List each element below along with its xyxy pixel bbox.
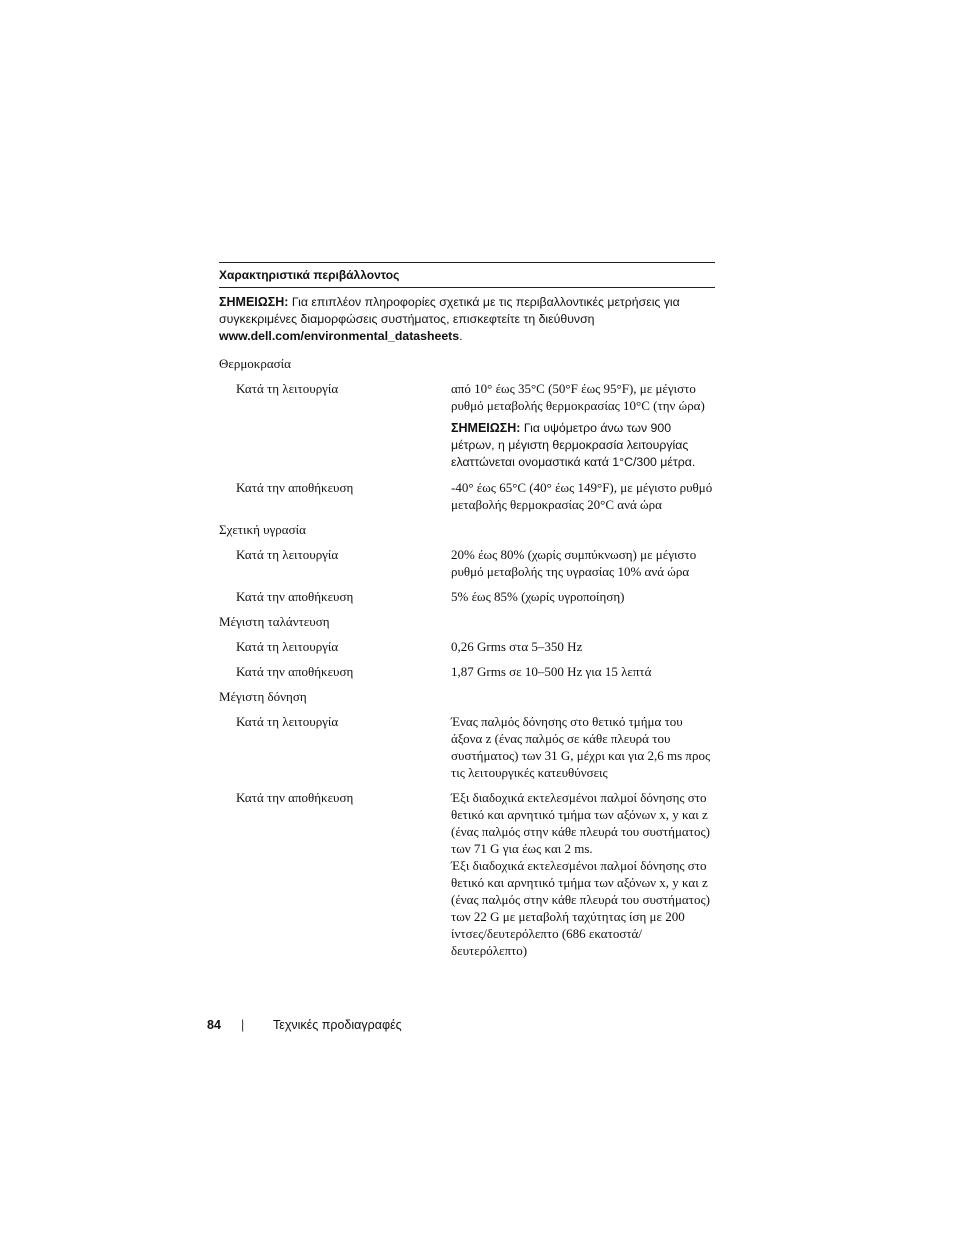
vibration-operating-value: 0,26 Grms στα 5–350 Hz (451, 639, 583, 654)
row-label: Κατά την αποθήκευση (236, 480, 354, 495)
row-value (451, 380, 715, 471)
shock-operating-row (219, 713, 715, 781)
humidity-storage-row (219, 588, 715, 605)
shock-storage-value-2: Έξι διαδοχικά εκτελεσμένοι παλμοί δόνησης στο θετικό και αρνητικό τμήμα των αξόνων x, y και z (ένας παλμός στην κάθε πλευρά του συστήματος) των 22 G με μεταβολή ταχύτητας ίση με 200 ίντσες/δευτερόλεπτο (686 εκατοστά/δευτερόλεπτο) (451, 858, 710, 958)
row-label: Κατά τη λειτουργία (236, 714, 339, 729)
note-keyword: ΣΗΜΕΙΩΣΗ: (219, 295, 289, 309)
temperature-operating-value: από 10° έως 35°C (50°F έως 95°F), με μέγιστο ρυθμό μεταβολής θερμοκρασίας 10°C (την ώρα) (451, 381, 705, 413)
chapter-title: Τεχνικές προδιαγραφές (273, 1018, 402, 1032)
row-label: Κατά τη λειτουργία (236, 639, 339, 654)
humidity-heading: Σχετική υγρασία (219, 522, 306, 537)
altitude-note-text: Για υψόμετρο άνω των 900 μέτρων, η μέγιστη θερμοκρασία λειτουργίας ελαττώνεται ονομαστικά κατά 1°C/300 μέτρα. (451, 421, 696, 469)
shock-storage-value-1: Έξι διαδοχικά εκτελεσμένοι παλμοί δόνησης στο θετικό και αρνητικό τμήμα των αξόνων x, y και z (ένας παλμός στην κάθε πλευρά του συστήματος) των 71 G για έως και 2 ms. (451, 790, 710, 856)
row-label: Κατά την αποθήκευση (236, 589, 354, 604)
title-rule (219, 287, 715, 288)
page-number: 84 (207, 1018, 221, 1032)
shock-heading: Μέγιστη δόνηση (219, 689, 307, 704)
vibration-storage-value: 1,87 Grms σε 10–500 Hz για 15 λεπτά (451, 664, 652, 679)
temperature-operating-row (219, 380, 715, 471)
humidity-operating-row (219, 546, 715, 580)
spec-table (219, 262, 715, 959)
environment-note (219, 294, 715, 345)
footer-separator: | (241, 1018, 245, 1032)
altitude-note-keyword: ΣΗΜΕΙΩΣΗ: (451, 421, 521, 435)
humidity-storage-value: 5% έως 85% (χωρίς υγροποίηση) (451, 589, 625, 604)
page-footer (207, 1015, 402, 1035)
row-label: Κατά την αποθήκευση (236, 790, 354, 805)
vibration-storage-row (219, 663, 715, 680)
row-label: Κατά τη λειτουργία (236, 381, 339, 396)
shock-operating-value: Ένας παλμός δόνησης στο θετικό τμήμα του άξονα z (ένας παλμός σε κάθε πλευρά του συστήματος) των 31 G, μέχρι και για 2,6 ms προς τις λειτουργικές κατευθύνσεις (451, 714, 711, 780)
note-text: Για επιπλέον πληροφορίες σχετικά με τις περιβαλλοντικές μετρήσεις για συγκεκριμένες διαμορφώσεις συστήματος, επισκεφτείτε τη διεύθυνση (219, 295, 680, 326)
temperature-storage-value: -40° έως 65°C (40° έως 149°F), με μέγιστο ρυθμό μεταβολής θερμοκρασίας 20°C ανά ώρα (451, 480, 713, 512)
note-end: . (459, 329, 463, 343)
vibration-operating-row (219, 638, 715, 655)
shock-storage-row (219, 789, 715, 959)
section-title: Χαρακτηριστικά περιβάλλοντος (219, 268, 400, 282)
row-label: Κατά τη λειτουργία (236, 547, 339, 562)
humidity-operating-value: 20% έως 80% (χωρίς συμπύκνωση) με μέγιστο ρυθμό μεταβολής της υγρασίας 10% ανά ώρα (451, 547, 697, 579)
row-value (451, 789, 715, 959)
datasheets-link[interactable]: www.dell.com/environmental_datasheets (219, 329, 460, 343)
temperature-storage-row (219, 479, 715, 513)
altitude-note (451, 420, 715, 471)
vibration-heading: Μέγιστη ταλάντευση (219, 614, 330, 629)
temperature-heading: Θερμοκρασία (219, 356, 291, 371)
row-label: Κατά την αποθήκευση (236, 664, 354, 679)
